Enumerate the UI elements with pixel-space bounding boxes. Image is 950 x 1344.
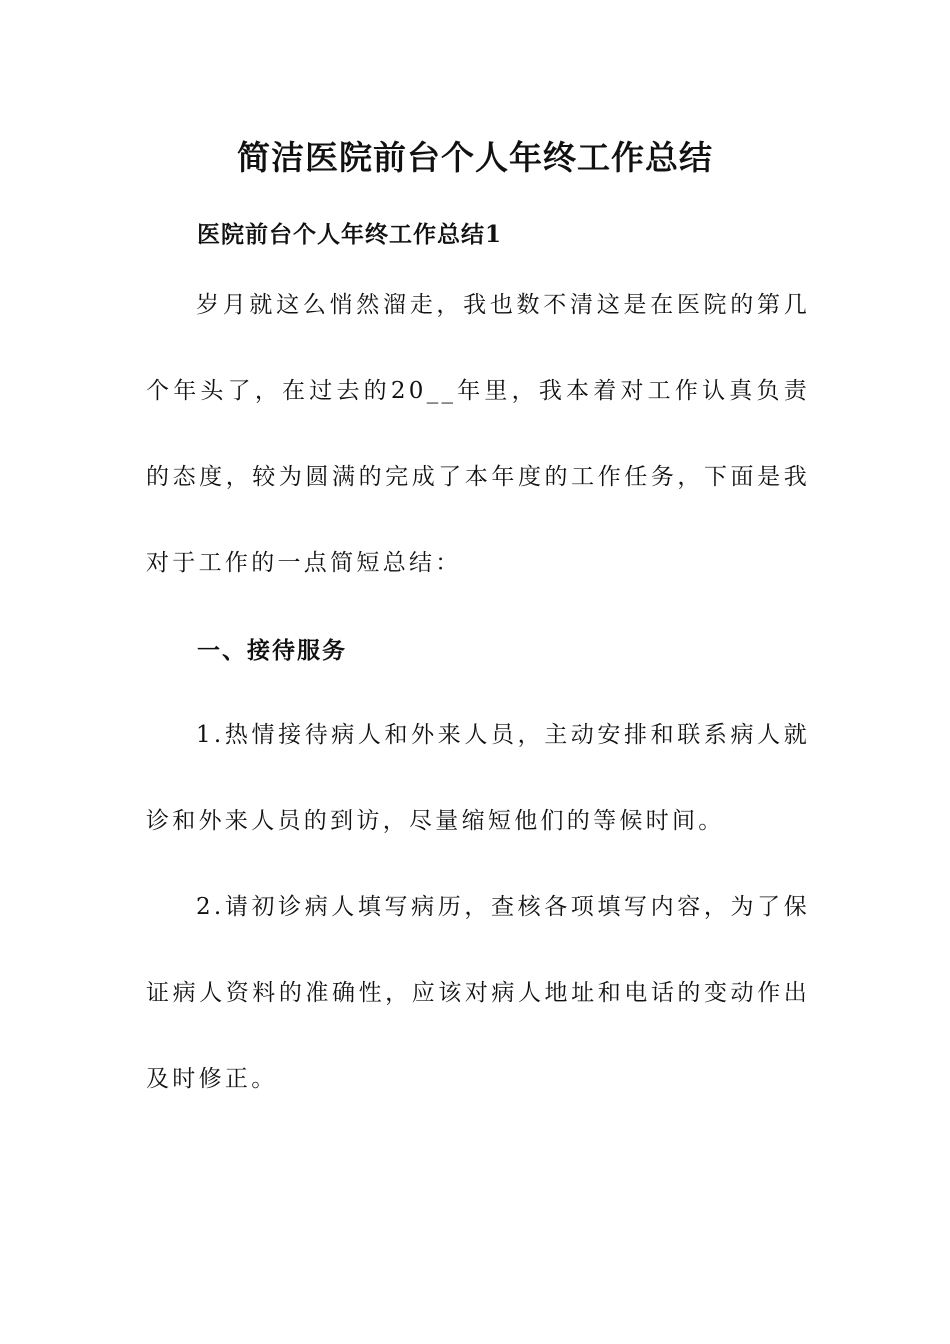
- document-subtitle: 医院前台个人年终工作总结1: [197, 221, 503, 248]
- intro-paragraph: 岁月就这么悄然溜走，我也数不清这是在医院的第几个年头了，在过去的20__年里，我本着对工作认真负责的态度，较为圆满的完成了本年度的工作任务，下面是我对于工作的一点简短总结：: [146, 292, 810, 576]
- section-heading: 一、接待服务: [197, 638, 347, 664]
- list-item: 2.请初诊病人填写病历，查核各项填写内容，为了保证病人资料的准确性，应该对病人地址和电话的变动作出及时修正。: [146, 894, 810, 1092]
- list-item: 1.热情接待病人和外来人员，主动安排和联系病人就诊和外来人员的到访，尽量缩短他们的等候时间。: [146, 722, 810, 834]
- document-title: 简洁医院前台个人年终工作总结: [237, 138, 713, 177]
